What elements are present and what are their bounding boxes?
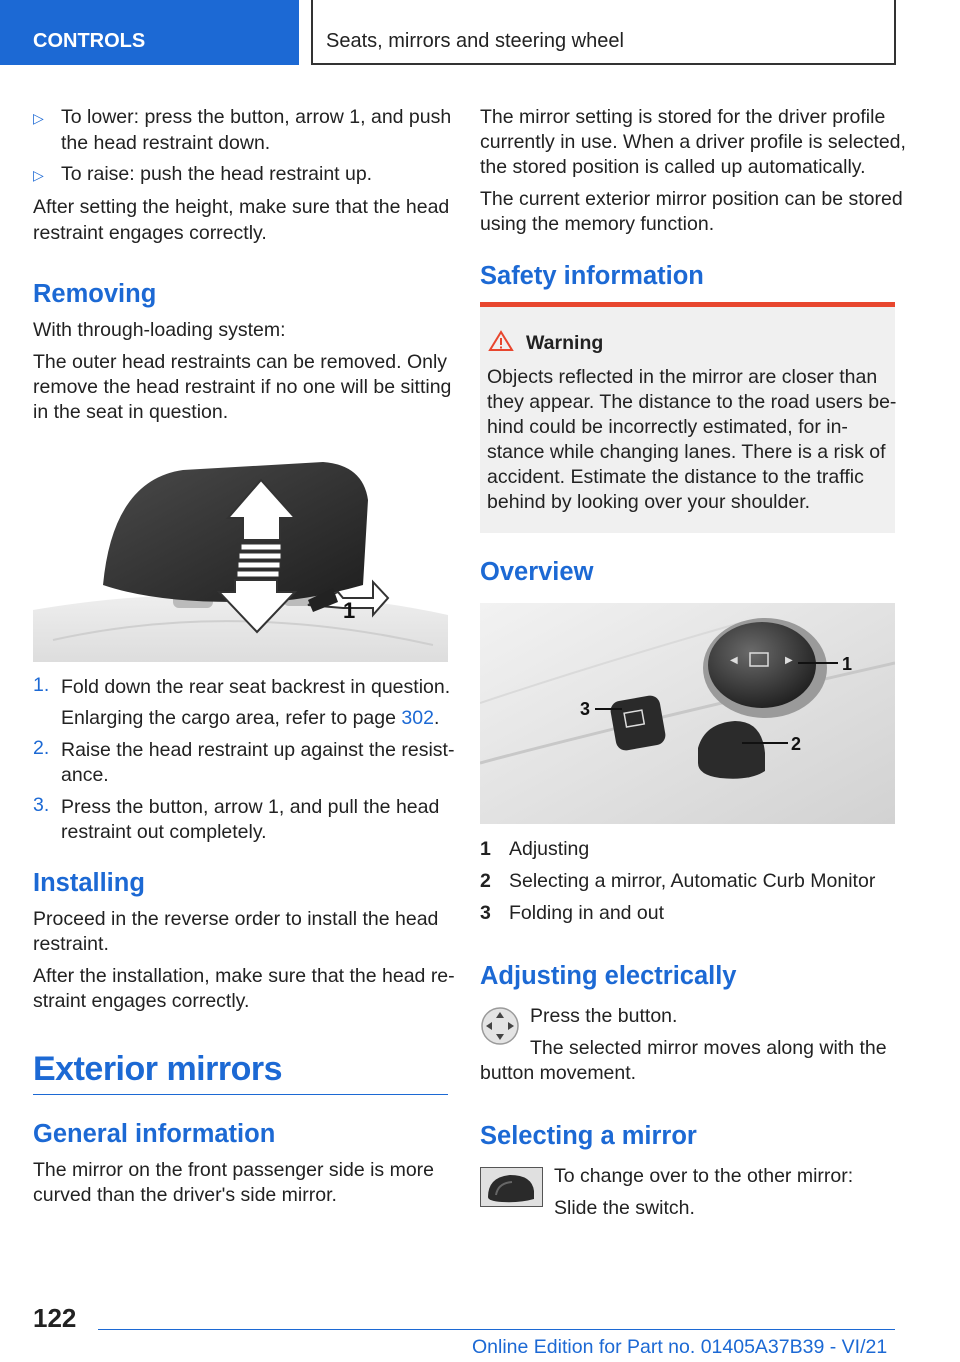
body-text: in the seat in question. [33, 401, 229, 423]
body-text: Proceed in the reverse order to install the head [33, 908, 439, 930]
body-text: straint engages correctly. [33, 990, 250, 1012]
header-underline [311, 63, 896, 65]
heading-overview: Overview [480, 558, 594, 586]
body-text: The current exterior mirror position can be stored [480, 188, 903, 210]
mirror-switch-icon [480, 1167, 543, 1207]
list-text [61, 705, 439, 731]
body-text: The selected mirror moves along with the [530, 1037, 887, 1059]
page-title: Seats, mirrors and steering wheel [326, 30, 624, 52]
warning-text: they appear. The distance to the road users be- [487, 391, 897, 413]
list-punct: . [433, 707, 440, 729]
legend-number: 1 [480, 838, 491, 860]
list-text: Raise the head restraint up against the resist- [61, 739, 455, 761]
bullet-marker-icon: ▷ [33, 167, 44, 183]
warning-title: Warning [526, 332, 604, 354]
warning-triangle-icon [488, 330, 514, 352]
legend-number: 2 [480, 870, 491, 892]
body-text: curved than the driver's side mirror. [33, 1184, 337, 1206]
heading-safety-information: Safety information [480, 262, 704, 290]
mirror-adjust-button-icon [480, 1006, 520, 1046]
legend-text: Folding in and out [509, 902, 665, 924]
legend-text: Adjusting [509, 838, 590, 860]
step-text: the head restraint down. [61, 132, 271, 154]
body-text: button movement. [480, 1062, 637, 1084]
list-text: Press the button, arrow 1, and pull the head [61, 796, 440, 818]
callout-label-1: 1 [842, 654, 853, 674]
step-text: To lower: press the button, arrow 1, and push [61, 106, 452, 128]
body-text: After setting the height, make sure that the head [33, 196, 450, 218]
callout-label: 1 [343, 598, 356, 623]
heading-exterior-mirrors: Exterior mirrors [33, 1050, 282, 1088]
legend-number: 3 [480, 902, 491, 924]
callout-label-3: 3 [580, 699, 591, 719]
list-subtext: Enlarging the cargo area, refer to page [61, 707, 402, 729]
legend-text: Selecting a mirror, Automatic Curb Monitor [509, 870, 876, 892]
page-number: 122 [33, 1303, 77, 1333]
body-text: using the memory function. [480, 213, 715, 235]
svg-text:▶: ▶ [785, 655, 793, 666]
header-edge [894, 0, 896, 65]
warning-text: Objects reflected in the mirror are closer than [487, 366, 878, 388]
body-text: currently in use. When a driver profile is selected, [480, 131, 906, 153]
step-text: To raise: push the head restraint up. [61, 163, 373, 185]
mirror-controls-illustration [480, 603, 895, 824]
body-text: Press the button. [530, 1005, 678, 1027]
body-text: Slide the switch. [554, 1197, 695, 1219]
body-text: The outer head restraints can be removed. Only [33, 351, 448, 373]
heading-selecting-a-mirror: Selecting a mirror [480, 1122, 697, 1150]
heading-general-information: General information [33, 1120, 276, 1148]
bullet-marker-icon: ▷ [33, 110, 44, 126]
heading-removing: Removing [33, 280, 157, 308]
warning-text: hind could be incorrectly estimated, for in- [487, 416, 848, 438]
warning-bar [480, 302, 895, 307]
section-tab [0, 0, 299, 65]
body-text: restraint engages correctly. [33, 222, 267, 244]
body-text: remove the head restraint if no one will be sitting [33, 376, 452, 398]
list-text: Fold down the rear seat backrest in question. [61, 676, 451, 698]
warning-text: behind by looking over your shoulder. [487, 491, 811, 513]
body-text: With through-loading system: [33, 319, 286, 341]
list-number: 1. [33, 674, 50, 696]
footer-rule [98, 1329, 895, 1330]
heading-installing: Installing [33, 869, 145, 897]
footer-edition: Online Edition for Part no. 01405A37B39 - VI/21 [472, 1336, 888, 1358]
heading-adjusting-electrically: Adjusting electrically [480, 962, 737, 990]
svg-text:◀: ◀ [730, 655, 738, 666]
callout-label-2: 2 [791, 734, 802, 754]
body-text: restraint. [33, 933, 109, 955]
warning-text: accident. Estimate the distance to the traffic [487, 466, 864, 488]
section-label: CONTROLS [33, 30, 146, 52]
page-link[interactable]: 302 [401, 707, 434, 729]
heading-rule [33, 1094, 448, 1095]
list-text: restraint out completely. [61, 821, 267, 843]
header-divider [311, 0, 313, 65]
body-text: The mirror setting is stored for the driver profile [480, 106, 886, 128]
body-text: After the installation, make sure that the head re- [33, 965, 455, 987]
list-text: ance. [61, 764, 109, 786]
list-number: 3. [33, 794, 50, 816]
head-restraint-illustration [33, 440, 448, 662]
body-text: To change over to the other mirror: [554, 1165, 854, 1187]
body-text: the stored position is called up automatically. [480, 156, 866, 178]
warning-text: stance while changing lanes. There is a risk of [487, 441, 886, 463]
list-number: 2. [33, 737, 50, 759]
body-text: The mirror on the front passenger side is more [33, 1159, 435, 1181]
